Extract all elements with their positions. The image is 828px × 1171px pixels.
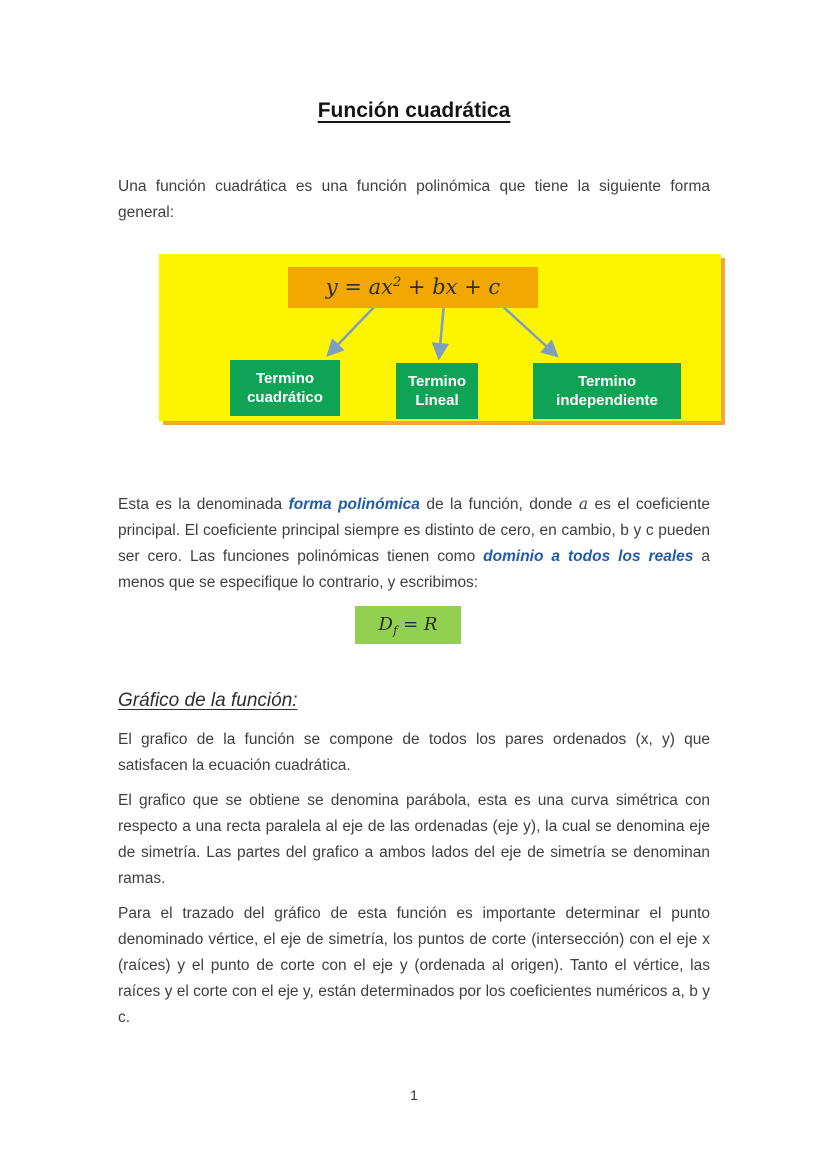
domain-formula-box — [355, 606, 461, 644]
formula-text: $y = ax^2$ + bx + c — [325, 275, 501, 299]
page-title: Función cuadrática — [317, 99, 511, 122]
highlight-forma-polinomica: forma polinómica — [288, 496, 420, 513]
domain-formula-text: $D_f = R$ — [378, 614, 438, 638]
term-box-linear — [396, 363, 478, 419]
paragraph-text: Esta es la denominada — [118, 496, 289, 513]
paragraph-text: de la función, donde — [419, 496, 579, 513]
highlight-dominio-reales: dominio a todos los reales — [483, 548, 694, 565]
term-box-quadratic — [230, 360, 340, 416]
intro-paragraph: Una función cuadrática es una función polinómica que tiene la siguiente forma general: — [118, 178, 710, 221]
term-label: Termino — [255, 370, 315, 387]
term-label: cuadrático — [247, 389, 323, 406]
polynomial-paragraph — [118, 491, 710, 596]
arrow-to-quadratic-term-icon — [328, 303, 378, 355]
paragraph-parabola: El grafico que se obtiene se denomina parábola, esta es una curva simétrica con respecto a una recta paralela al eje de las ordenadas (eje y), la cual se denomina eje de simetría. Las partes del grafico a ambos lados del eje de simetría se denominan ramas. — [118, 792, 710, 887]
page-number: 1 — [410, 1087, 418, 1103]
paragraph-trazado: Para el trazado del gráfico de esta función es importante determinar el punto denominado vértice, el eje de simetría, los puntos de corte (intersección) con el eje x (raíces) y el punto de corte con el eje y (ordenada al origen). Tanto el vértice, las raíces y el corte con el eje y, están determinados por los coeficientes numéricos a, b y c. — [118, 905, 710, 1026]
term-label: Termino — [577, 373, 637, 390]
quadratic-formula-box — [288, 267, 538, 308]
term-box-independent — [533, 363, 681, 419]
formula-diagram — [159, 254, 721, 421]
math-variable-a: a — [578, 495, 589, 513]
term-label: Lineal — [415, 392, 459, 409]
paragraph-grafico-compone: El grafico de la función se compone de todos los pares ordenados (x, y) que satisfacen la ecuación cuadrática. — [118, 731, 710, 774]
term-label: Termino — [407, 373, 467, 390]
section-heading-grafico: Gráfico de la función: — [118, 690, 298, 711]
arrow-to-independent-term-icon — [499, 303, 557, 356]
term-label: independiente — [556, 392, 658, 409]
paragraph-text: a menos que se especifique lo contrario, y escribimos: — [118, 548, 710, 591]
paragraph-text: es el coeficiente principal. El coeficiente principal siempre es distinto de cero, en cambio, b y c pueden ser cero. Las funciones polinómicas tienen como — [118, 496, 710, 565]
arrow-to-linear-term-icon — [439, 303, 444, 358]
